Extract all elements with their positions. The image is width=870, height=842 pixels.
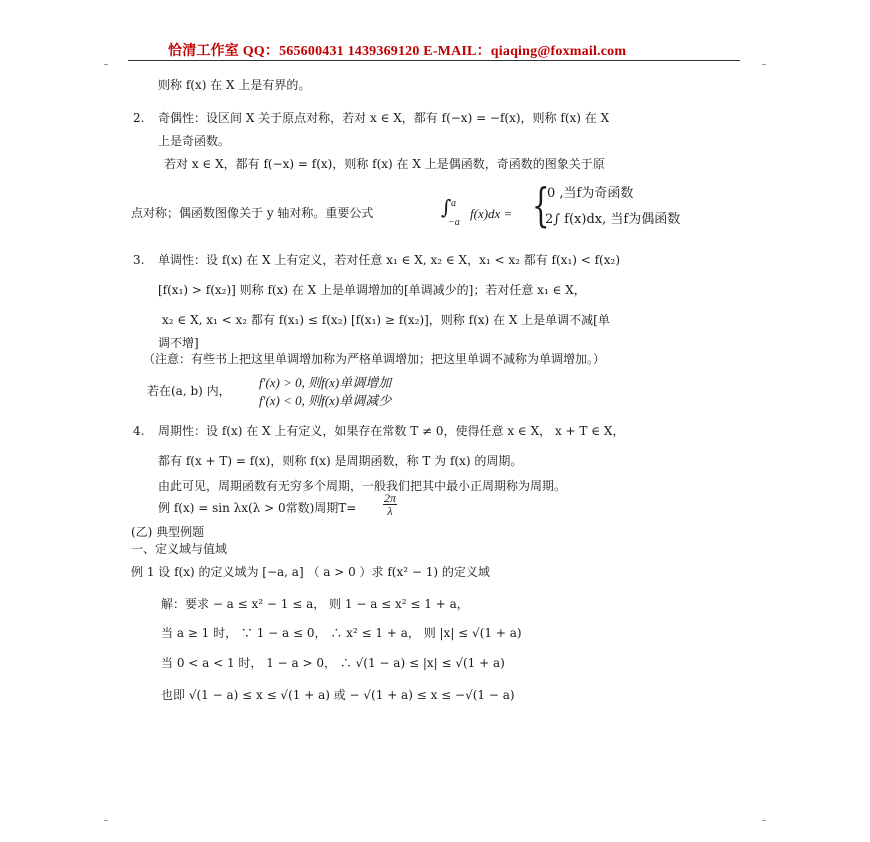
line-parity-3: 若对 x ∈ X，都有 f(−x) = f(x)，则称 f(x) 在 X 上是偶函数，奇函数的图象关于原	[164, 157, 605, 171]
corner-mark	[104, 820, 108, 821]
line-bounded: 则称 f(x) 在 X 上是有界的。	[158, 78, 311, 92]
example-1: 例 1 设 f(x) 的定义域为 [−a, a] （ a > 0 ）求 f(x² − 1) 的定义域	[131, 565, 490, 579]
line-monotone-note: （注意：有些书上把这里单调增加称为严格单调增加；把这里单调不减称为单调增加。）	[143, 352, 606, 366]
line-parity-4: 点对称；偶函数图像关于 y 轴对称。重要公式	[131, 206, 374, 220]
derivative-negative: f′(x) < 0, 则f(x)单调减少	[259, 393, 392, 408]
item-number-3: 3.	[133, 253, 145, 267]
integral-upper: a	[451, 198, 456, 209]
period-fraction-denominator: λ	[387, 504, 393, 518]
line-period-1: 周期性：设 f(x) 在 X 上有定义，如果存在常数 T ≠ 0，使得任意 x ∈ X， x + T ∈ X，	[158, 424, 625, 438]
solution-line-2: 当 a ≥ 1 时， ∵ 1 − a ≤ 0， ∴ x² ≤ 1 + a， 则 |x| ≤ √(1 + a)	[161, 626, 522, 640]
header-rule	[128, 60, 740, 61]
cases-brace: {	[532, 178, 550, 232]
line-monotone-3: x₂ ∈ X, x₁ < x₂ 都有 f(x₁) ≤ f(x₂) [f(x₁) ≥ f(x₂)]，则称 f(x) 在 X 上是单调不减[单	[162, 313, 610, 327]
period-fraction	[383, 492, 397, 517]
solution-line-1: 解：要求 − a ≤ x² − 1 ≤ a， 则 1 − a ≤ x² ≤ 1 + a，	[161, 597, 469, 611]
line-parity-1: 奇偶性：设区间 X 关于原点对称，若对 x ∈ X，都有 f(−x) = −f(x)，则称 f(x) 在 X	[158, 111, 610, 125]
integral-sign: ∫	[441, 195, 452, 219]
line-monotone-1: 单调性：设 f(x) 在 X 上有定义，若对任意 x₁ ∈ X, x₂ ∈ X，x₁ < x₂ 都有 f(x₁) < f(x₂)	[158, 253, 621, 267]
case-odd: 0 ,当f为奇函数	[547, 186, 634, 201]
section-examples: (乙) 典型例题	[131, 525, 205, 539]
integral-body: f(x)dx =	[470, 206, 513, 221]
corner-mark	[762, 64, 766, 65]
integral-lower: −a	[448, 217, 460, 228]
line-period-example: 例 f(x) = sin λx(λ > 0常数)周期T=	[158, 501, 357, 515]
line-monotone-interval: 若在(a, b) 内，	[147, 384, 231, 398]
page-header: 恰清工作室 QQ：565600431 1439369120 E-MAIL：qiaqing@foxmail.com	[168, 44, 627, 59]
line-monotone-2: [f(x₁) > f(x₂)] 则称 f(x) 在 X 上是单调增加的[单调减少的]；若对任意 x₁ ∈ X，	[158, 283, 586, 297]
section-domain-range: 一、定义域与值域	[131, 542, 228, 556]
item-number-4: 4.	[133, 424, 145, 438]
derivative-positive: f′(x) > 0, 则f(x)单调增加	[259, 375, 392, 390]
item-number-2: 2.	[133, 111, 145, 125]
line-monotone-4: 调不增]	[158, 336, 199, 350]
line-period-3: 由此可见，周期函数有无穷多个周期，一般我们把其中最小正周期称为周期。	[158, 479, 567, 493]
line-period-2: 都有 f(x + T) = f(x)，则称 f(x) 是周期函数，称 T 为 f(x) 的周期。	[158, 454, 523, 468]
period-fraction-numerator: 2π	[384, 491, 397, 505]
corner-mark	[104, 64, 108, 65]
corner-mark	[762, 820, 766, 821]
case-even: 2∫ f(x)dx, 当f为偶函数	[545, 212, 681, 227]
line-parity-2: 上是奇函数。	[158, 134, 231, 148]
solution-line-4: 也即 √(1 − a) ≤ x ≤ √(1 + a) 或 − √(1 + a) ≤ x ≤ −√(1 − a)	[161, 688, 515, 702]
solution-line-3: 当 0 < a < 1 时， 1 − a > 0， ∴ √(1 − a) ≤ |x| ≤ √(1 + a)	[161, 656, 505, 670]
